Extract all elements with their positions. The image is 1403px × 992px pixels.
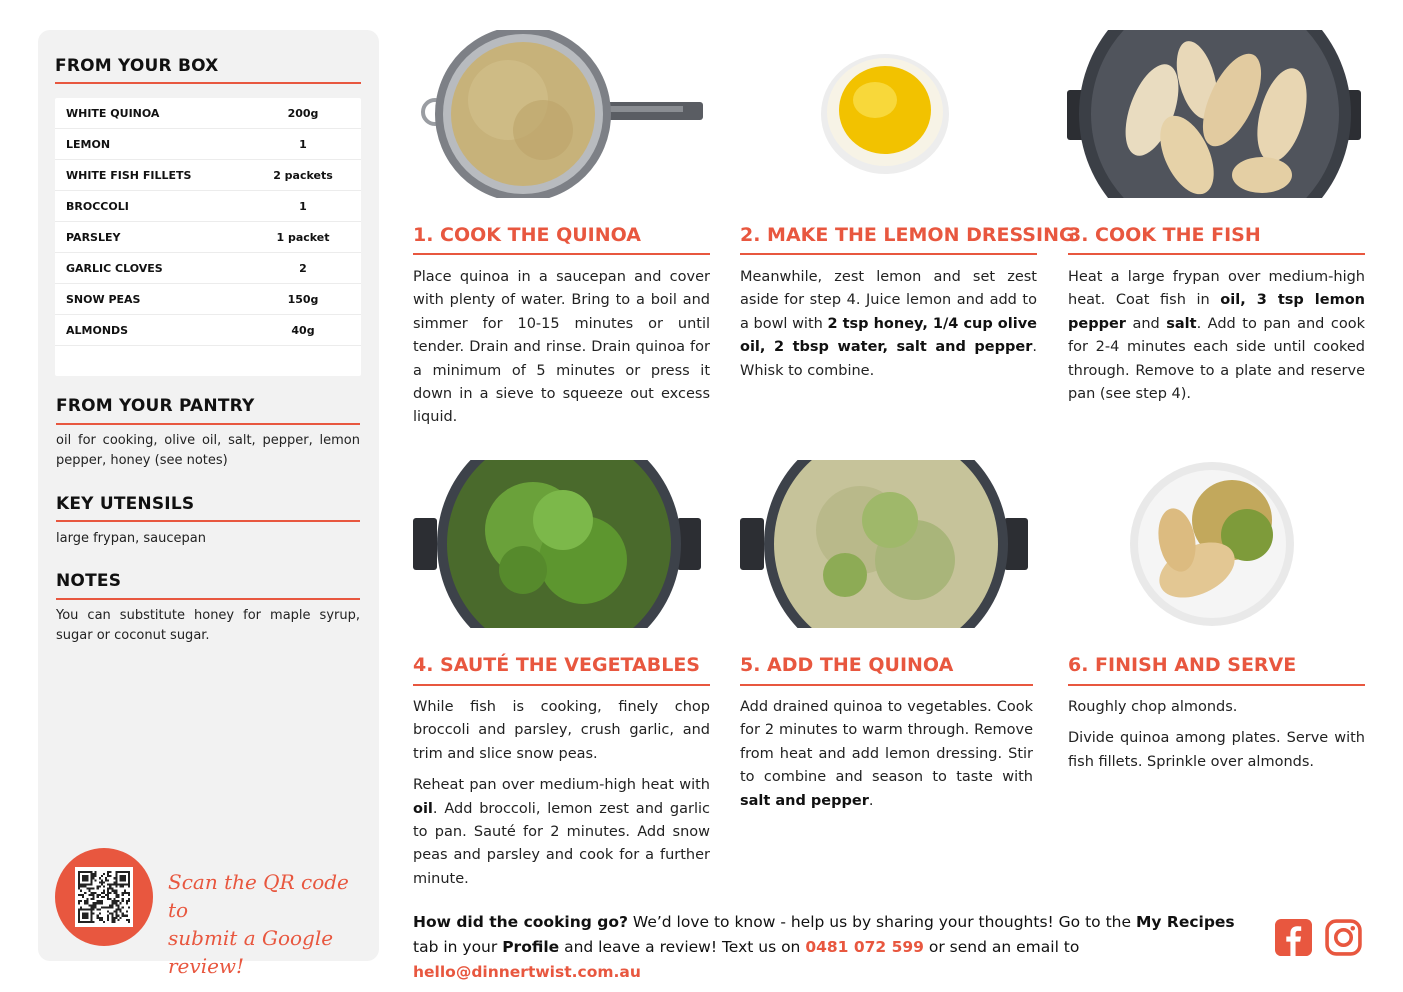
step-paragraph bbox=[1068, 696, 1365, 719]
ingredient-name: SNOW PEAS bbox=[66, 292, 141, 306]
qr-badge[interactable] bbox=[55, 848, 153, 946]
ingredient-row bbox=[55, 98, 361, 129]
step-6-rule bbox=[1068, 684, 1365, 686]
step-paragraph bbox=[413, 266, 710, 430]
pantry-title: FROM YOUR PANTRY bbox=[56, 396, 255, 416]
ingredient-quantity: 150g bbox=[287, 292, 319, 306]
step-4-title: 4. SAUTÉ THE VEGETABLES bbox=[413, 654, 700, 676]
footer-review-prompt bbox=[413, 910, 1263, 985]
phone-link[interactable]: 0481 072 599 bbox=[805, 938, 924, 956]
ingredient-quantity: 1 bbox=[299, 199, 307, 213]
facebook-icon[interactable] bbox=[1275, 919, 1312, 956]
ingredient-quantity: 2 packets bbox=[273, 168, 333, 182]
body-text: . Whisk to combine. bbox=[740, 339, 1037, 379]
ingredient-quantity: 40g bbox=[291, 323, 315, 337]
body-text: Place quinoa in a saucepan and cover with plenty of water. Bring to a boil and simmer for 10-15 minutes or until tender. Drain and rinse. Drain quinoa for a minimum of 5 minutes or press it down in a sieve to squeeze out excess liquid. bbox=[413, 269, 710, 426]
body-text: Divide quinoa among plates. Serve with fish fillets. Sprinkle over almonds. bbox=[1068, 730, 1365, 770]
footer-text: My Recipes bbox=[1135, 913, 1235, 931]
ingredient-name: LEMON bbox=[66, 137, 111, 151]
body-text: Heat a large frypan over medium-high heat. Coat fish in bbox=[1068, 269, 1365, 309]
step-3-rule bbox=[1068, 253, 1365, 255]
body-text: Add drained quinoa to vegetables. Cook for 2 minutes to warm through. Remove from heat and add lemon dressing. Stir to combine and season to taste with bbox=[740, 699, 1033, 786]
box-title: FROM YOUR BOX bbox=[55, 56, 219, 76]
ingredient-quantity: 200g bbox=[287, 106, 319, 120]
footer-text: tab in your bbox=[413, 938, 503, 956]
step-paragraph bbox=[740, 266, 1037, 383]
emphasis-text: salt and pepper bbox=[740, 792, 869, 809]
pantry-text: oil for cooking, olive oil, salt, pepper, lemon pepper, honey (see notes) bbox=[56, 433, 360, 468]
footer-text: How did the cooking go? bbox=[413, 913, 628, 931]
body-text: . bbox=[868, 792, 874, 809]
step-6-photo bbox=[1067, 460, 1364, 628]
box-title-rule bbox=[55, 82, 361, 84]
ingredient-row bbox=[55, 253, 361, 284]
instagram-icon[interactable] bbox=[1325, 919, 1362, 956]
footer-text: We’d love to know - help us by sharing your thoughts! Go to the bbox=[627, 913, 1136, 931]
ingredient-row bbox=[55, 129, 361, 160]
step-5-rule bbox=[740, 684, 1033, 686]
utensils-text: large frypan, saucepan bbox=[56, 531, 206, 546]
step-paragraph bbox=[413, 696, 710, 766]
ingredient-name: BROCCOLI bbox=[66, 199, 129, 213]
notes-text: You can substitute honey for maple syrup, sugar or coconut sugar. bbox=[56, 608, 360, 643]
emphasis-text: oil, 3 tsp lemon pepper bbox=[1068, 292, 1365, 332]
step-5-body bbox=[740, 696, 1033, 821]
qr-caption bbox=[168, 868, 368, 980]
step-1-photo bbox=[413, 30, 710, 198]
step-1-body bbox=[413, 266, 710, 438]
step-3-body bbox=[1068, 266, 1365, 414]
step-paragraph bbox=[1068, 266, 1365, 406]
emphasis-text: salt bbox=[1166, 315, 1197, 332]
notes-title: NOTES bbox=[56, 571, 122, 591]
step-3-title: 3. COOK THE FISH bbox=[1068, 224, 1261, 246]
ingredient-quantity: 1 packet bbox=[276, 230, 330, 244]
qr-caption-line1: Scan the QR code to bbox=[168, 870, 349, 922]
utensils-title-rule bbox=[56, 520, 360, 522]
emphasis-text: oil bbox=[413, 800, 433, 817]
step-3-photo bbox=[1067, 30, 1364, 198]
ingredients-table bbox=[55, 98, 361, 376]
step-paragraph bbox=[413, 774, 710, 891]
emphasis-text: 2 tsp honey, 1/4 cup olive oil, 2 tbsp water, salt and pepper bbox=[740, 315, 1037, 356]
email-link[interactable]: hello@dinnertwist.com.au bbox=[413, 963, 641, 981]
body-text: Meanwhile, zest lemon and set zest aside for step 4. Juice lemon and add to a bowl with bbox=[740, 269, 1037, 332]
footer-text: Profile bbox=[502, 938, 560, 956]
step-paragraph bbox=[1068, 727, 1365, 774]
step-4-photo bbox=[413, 460, 710, 628]
ingredient-name: WHITE QUINOA bbox=[66, 106, 160, 120]
body-text: While fish is cooking, finely chop broccoli and parsley, crush garlic, and trim and slice snow peas. bbox=[413, 699, 710, 762]
ingredient-name: PARSLEY bbox=[66, 230, 121, 244]
step-paragraph bbox=[740, 696, 1033, 813]
step-1-rule bbox=[413, 253, 710, 255]
sidebar bbox=[38, 30, 379, 961]
ingredient-quantity: 1 bbox=[299, 137, 307, 151]
ingredient-row bbox=[55, 160, 361, 191]
ingredient-name: WHITE FISH FILLETS bbox=[66, 168, 192, 182]
ingredient-row bbox=[55, 284, 361, 315]
step-5-photo bbox=[740, 460, 1037, 628]
notes-title-rule bbox=[56, 598, 360, 600]
step-2-rule bbox=[740, 253, 1037, 255]
body-text: . Add broccoli, lemon zest and garlic to pan. Sauté for 2 minutes. Add snow peas and parsley and cook for a further minute. bbox=[413, 800, 710, 887]
ingredient-row bbox=[55, 222, 361, 253]
ingredient-row bbox=[55, 315, 361, 346]
step-4-body bbox=[413, 696, 710, 899]
step-1-title: 1. COOK THE QUINOA bbox=[413, 224, 641, 246]
ingredient-quantity: 2 bbox=[299, 261, 307, 275]
qr-code-icon[interactable] bbox=[75, 867, 133, 927]
step-4-rule bbox=[413, 684, 710, 686]
step-6-body bbox=[1068, 696, 1365, 782]
ingredient-row bbox=[55, 191, 361, 222]
ingredient-name: GARLIC CLOVES bbox=[66, 261, 163, 275]
body-text: and bbox=[1125, 315, 1167, 332]
utensils-title: KEY UTENSILS bbox=[56, 494, 195, 514]
step-6-title: 6. FINISH AND SERVE bbox=[1068, 654, 1297, 676]
pantry-title-rule bbox=[56, 423, 360, 425]
body-text: Roughly chop almonds. bbox=[1068, 699, 1238, 715]
ingredient-name: ALMONDS bbox=[66, 323, 129, 337]
qr-caption-line2: submit a Google review! bbox=[168, 926, 334, 978]
footer-text: and leave a review! Text us on bbox=[559, 938, 806, 956]
step-2-photo bbox=[740, 30, 1037, 198]
body-text: . Add to pan and cook for 2-4 minutes each side until cooked through. Remove to a plate and reserve pan (see step 4). bbox=[1068, 315, 1365, 403]
step-2-title: 2. MAKE THE LEMON DRESSING bbox=[740, 224, 1075, 246]
body-text: Reheat pan over medium-high heat with bbox=[413, 777, 710, 794]
step-5-title: 5. ADD THE QUINOA bbox=[740, 654, 954, 676]
step-2-body bbox=[740, 266, 1037, 391]
footer-text: or send an email to bbox=[923, 938, 1080, 956]
